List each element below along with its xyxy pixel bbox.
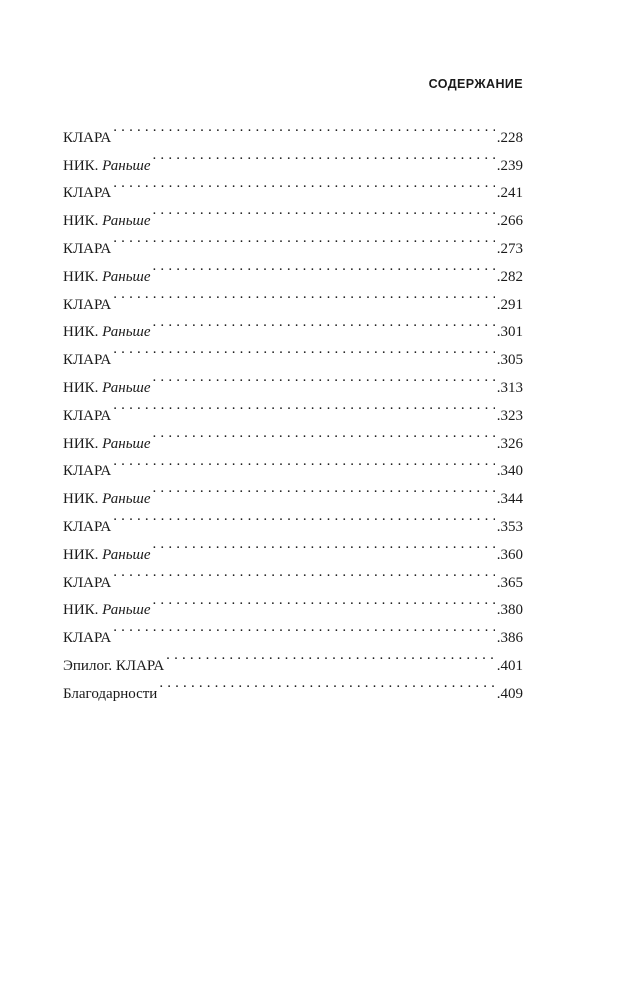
toc-entry-subtitle: Раньше [102, 546, 151, 563]
toc-entry-main-title: НИК. [63, 602, 103, 619]
toc-entry-title [63, 403, 111, 431]
dot-leader [153, 475, 495, 503]
toc-entry[interactable] [63, 281, 523, 313]
toc-entry[interactable] [63, 114, 523, 146]
dot-leader [153, 253, 495, 281]
table-of-contents [63, 114, 523, 702]
toc-entry[interactable] [63, 170, 523, 202]
toc-entry-title [63, 236, 111, 264]
toc-entry-main-title: КЛАРА [63, 296, 112, 313]
dot-leader [159, 670, 494, 698]
toc-entry-title [63, 681, 157, 709]
toc-entry[interactable] [63, 197, 523, 230]
toc-entry[interactable] [63, 587, 523, 619]
toc-entry-main-title: Эпилог. КЛАРА [63, 657, 165, 674]
dot-leader [113, 503, 494, 531]
toc-entry-subtitle: Раньше [102, 379, 151, 396]
toc-entry-main-title: НИК. [63, 491, 103, 508]
dot-leader [113, 225, 494, 253]
toc-entry-page-number: .365 [496, 574, 523, 591]
toc-entry-page-number: .228 [496, 129, 523, 146]
toc-entry-main-title: НИК. [63, 213, 103, 230]
toc-entry-page-number: .344 [496, 491, 523, 508]
toc-entry-subtitle: Раньше [102, 435, 151, 452]
toc-entry-subtitle: Раньше [102, 268, 151, 285]
dot-leader [113, 559, 494, 587]
toc-entry-page-number: .241 [496, 185, 523, 202]
toc-entry[interactable] [63, 142, 523, 174]
toc-entry-subtitle: Раньше [102, 157, 151, 174]
toc-entry[interactable] [63, 448, 523, 480]
dot-leader [166, 642, 495, 670]
toc-entry-page-number: .282 [496, 268, 523, 285]
toc-entry[interactable] [63, 253, 523, 285]
toc-entry[interactable] [63, 559, 523, 591]
dot-leader [153, 364, 495, 392]
toc-entry-page-number: .380 [496, 602, 523, 619]
toc-entry-page-number: .409 [496, 685, 523, 702]
dot-leader [113, 614, 494, 642]
toc-entry-title [63, 514, 111, 542]
toc-entry[interactable] [63, 475, 523, 508]
toc-entry-main-title: НИК. [63, 435, 103, 452]
toc-entry-main-title: НИК. [63, 157, 103, 174]
toc-entry-main-title: КЛАРА [63, 185, 112, 202]
dot-leader [113, 170, 494, 198]
toc-entry-title [63, 125, 111, 153]
toc-entry-page-number: .323 [496, 407, 523, 424]
toc-entry-main-title: КЛАРА [63, 352, 112, 369]
toc-entry-title [63, 292, 111, 320]
toc-entry-subtitle: Раньше [102, 213, 151, 230]
toc-entry-page-number: .301 [496, 324, 523, 341]
toc-entry[interactable] [63, 503, 523, 535]
dot-leader [153, 587, 495, 615]
toc-entry[interactable] [63, 364, 523, 396]
toc-entry-main-title: КЛАРА [63, 407, 112, 424]
toc-entry-title [63, 570, 111, 598]
toc-entry-main-title: НИК. [63, 268, 103, 285]
toc-entry[interactable] [63, 392, 523, 424]
dot-leader [153, 142, 495, 170]
toc-entry-page-number: .239 [496, 157, 523, 174]
toc-entry-page-number: .291 [496, 296, 523, 313]
toc-entry-page-number: .273 [496, 240, 523, 257]
toc-entry-page-number: .340 [496, 463, 523, 480]
toc-entry-page-number: .360 [496, 546, 523, 563]
toc-entry-main-title: КЛАРА [63, 518, 112, 535]
toc-entry-title [63, 458, 111, 486]
toc-entry-title [63, 347, 111, 375]
toc-entry[interactable] [63, 225, 523, 257]
dot-leader [153, 309, 495, 337]
toc-entry-page-number: .266 [496, 213, 523, 230]
dot-leader [153, 420, 495, 448]
toc-entry-page-number: .305 [496, 352, 523, 369]
toc-entry-main-title: КЛАРА [63, 463, 112, 480]
toc-entry-main-title: НИК. [63, 324, 103, 341]
toc-entry-page-number: .326 [496, 435, 523, 452]
toc-entry[interactable] [63, 642, 523, 674]
running-head-title: СОДЕРЖАНИЕ [428, 77, 523, 91]
toc-entry-page-number: .386 [496, 630, 523, 647]
toc-entry-page-number: .353 [496, 518, 523, 535]
toc-entry[interactable] [63, 531, 523, 563]
toc-entry-main-title: КЛАРА [63, 129, 112, 146]
toc-entry[interactable] [63, 420, 523, 452]
toc-entry-subtitle: Раньше [102, 491, 151, 508]
toc-entry-main-title: НИК. [63, 546, 103, 563]
dot-leader [113, 114, 494, 142]
toc-entry-title [63, 625, 111, 653]
dot-leader [113, 392, 494, 420]
toc-entry-title [63, 653, 164, 681]
dot-leader [113, 281, 494, 309]
dot-leader [113, 336, 494, 364]
toc-entry[interactable] [63, 614, 523, 647]
toc-entry-main-title: КЛАРА [63, 630, 112, 647]
dot-leader [113, 448, 494, 476]
toc-entry-subtitle: Раньше [102, 324, 151, 341]
toc-entry-main-title: НИК. [63, 379, 103, 396]
toc-entry-page-number: .313 [496, 379, 523, 396]
dot-leader [153, 531, 495, 559]
toc-entry-main-title: Благодарности [63, 685, 158, 702]
toc-entry-page-number: .401 [496, 657, 523, 674]
dot-leader [153, 197, 495, 225]
toc-entry-title [63, 180, 111, 208]
toc-entry[interactable] [63, 336, 523, 369]
toc-entry[interactable] [63, 309, 523, 341]
toc-entry-main-title: КЛАРА [63, 574, 112, 591]
toc-entry-subtitle: Раньше [102, 602, 151, 619]
toc-entry-main-title: КЛАРА [63, 240, 112, 257]
